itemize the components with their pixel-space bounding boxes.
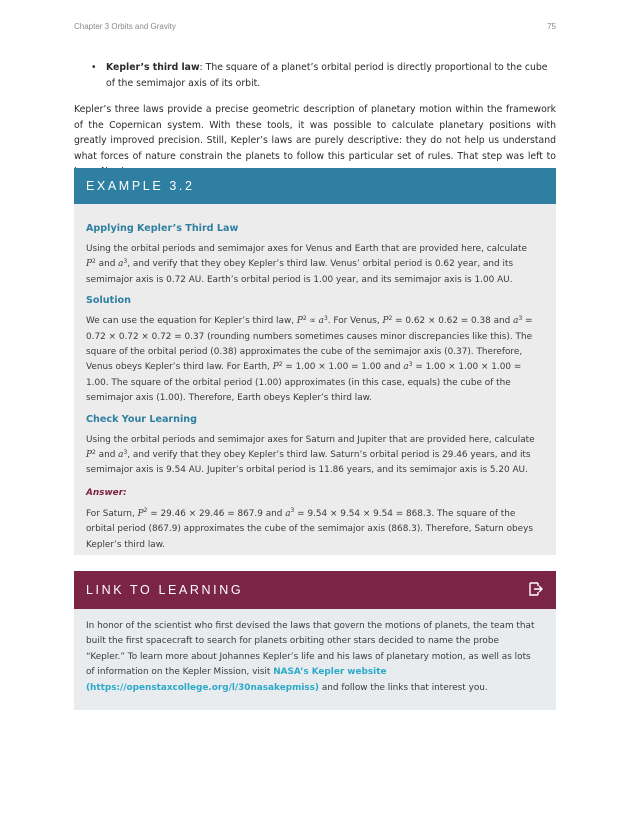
check-your-learning-heading: Check Your Learning (86, 413, 197, 425)
external-link-icon (528, 581, 544, 597)
example-box (74, 168, 556, 555)
example-title: Applying Kepler’s Third Law (86, 223, 239, 234)
body-paragraph: Kepler’s three laws provide a precise geometric description of planetary motion within the framework of the Copernican system. With these tools, it was possible to calculate planetary positions with greatly improved precision. Still, Kepler’s laws are purely descriptive: they do not help us understand what forces of nature constrain the planets to follow this particular set of rules. That step was left to (74, 104, 556, 162)
running-head (74, 22, 556, 36)
main-text (74, 60, 556, 180)
example-problem: Using the orbital periods and semimajor axes for Venus and Earth that are provided here, calculate $P^2$ and $a^3$, and verify that they obey Kepler’s third law. Venus’ orbital period is 0.62 year, and its semimajor axis is 0.72 AU. Earth’s orbital period is 1.00 year, and its semimajor axis is 1.00 AU. (86, 244, 527, 285)
example-body (74, 204, 556, 553)
link-to-learning-label (74, 571, 556, 609)
bullet-text: : The square of a planet’s orbital period is directly proportional to the cube of the semimajor axis of its orbit. (106, 62, 548, 89)
answer-label: Answer: (86, 487, 127, 498)
check-your-learning-text: Using the orbital periods and semimajor axes for Saturn and Jupiter that are provided here, calculate $P^2$ and $a^3$, and verify that they obey Kepler’s third law. Saturn’s orbital period is 29.46 years, and its semimajor axis is 9.54 AU. Jupiter’s orbital period is 11.86 years, and its semimajor axis is 5.20 AU. (86, 434, 535, 476)
nasa-kepler-link[interactable]: NASA’s Kepler website (https://openstaxcollege.org/l/30nasakepmiss) (86, 667, 387, 693)
bullet-term: Kepler’s third law (106, 62, 200, 73)
example-label: EXAMPLE 3.2 (74, 168, 556, 204)
solution-text: We can use the equation for Kepler’s third law, $P^2 \propto a^3$. For Venus, $P^2 = 0.62 \times 0.62 = 0.38$ and $a^3 = 0.72 \times 0.72 \times 0.72 = 0.37$ (rounding numbers sometimes causes minor discrepancies like this). The square of the orbital period (0.38) approximates the cube of the semimajor axis (0.37). Therefore, Venus obeys Kepler’s third law. For Earth, $P^2 = 1.00 \times 1.00 = 1.00$ and $a^3 = 1.00 \times 1.00 \times 1.00 = 1.00$. The square of the orbital period (1.00) approximates (in this case, equals) the cube of the semimajor axis (1.00). Therefore, Earth obeys Kepler’s third law. (86, 314, 533, 404)
link-to-learning-box (74, 571, 556, 710)
chapter-title: Chapter 3 Orbits and Gravity (74, 22, 176, 31)
bullet-dot-icon: • (91, 62, 97, 73)
page-number: 75 (547, 22, 556, 31)
answer-text: For Saturn, $P^2 = 29.46 \times 29.46 = 867.9$ and $a^3 = 9.54 \times 9.54 \times 9.54 = 868.3$. The square of the orbital period (867.9) approximates the cube of the semimajor axis (868.3). Therefore, Saturn obeys Kepler’s third law. (86, 507, 533, 550)
bullet-item-third-law (74, 60, 556, 91)
link-to-learning-text: In honor of the scientist who first devised the laws that govern the motions of planets, the team that built the first spacecraft to search for planets orbiting other stars decided to name the probe “Kepler.” To learn more about Johannes Kepler’s life and his laws of planetary motion, as well as lots of information on the Kepler Mission, visit NASA’s Kepler website (https://openstaxcollege.org/l/30nasakepmiss) and follow the links that interest you. (86, 621, 535, 693)
link-to-learning-title: LINK TO LEARNING (86, 583, 244, 597)
solution-heading: Solution (86, 295, 131, 307)
